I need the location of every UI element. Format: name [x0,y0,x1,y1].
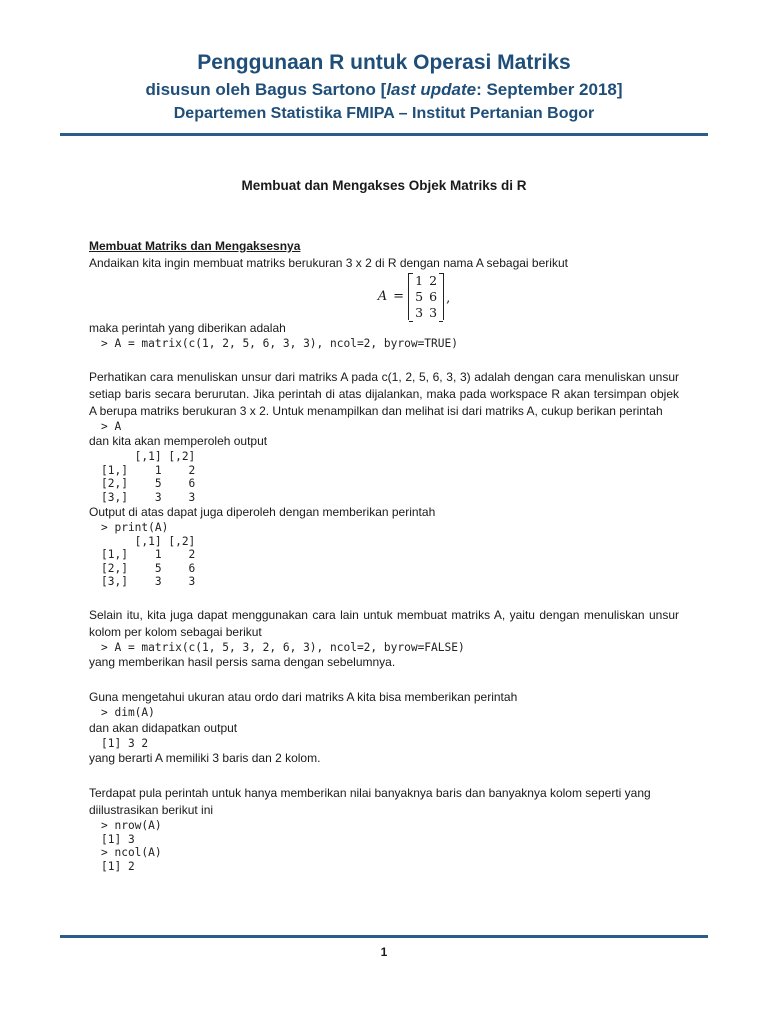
paragraph-1: Andaikan kita ingin membuat matriks berukuran 3 x 2 di R dengan nama A sebagai berikut [89,256,568,270]
author-line [0,78,768,102]
code-block-3: > print(A) [101,521,169,534]
paragraph-3: Perhatikan cara menuliskan unsur dari matriks A pada c(1, 2, 5, 6, 3, 3) adalah dengan cara menuliskan unsur setiap baris secara berurutan. Jika perintah di atas dijalankan, maka pada workspace R akan tersimpan objek A berupa matriks berukuran 3 x 2. Untuk menampilkan dan melihat isi dari matriks A, cukup berikan perintah [89,369,679,418]
paragraph-10: yang berarti A memiliki 3 baris dan 2 kolom. [89,751,321,765]
output-block-2: [,1] [,2] [1,] 1 2 [2,] 5 6 [3,] 3 3 [101,534,196,588]
matrix-cell: 3 [415,304,424,320]
footer-divider [60,935,708,938]
matrix-cell: 5 [415,288,424,304]
subheading: Membuat Matriks dan Mengaksesnya [89,239,301,253]
document-header [0,48,768,126]
matrix-cell: 1 [415,272,424,288]
page-number: 1 [380,945,388,959]
header-divider [60,133,708,136]
code-block-1: > A = matrix(c(1, 2, 5, 6, 3, 3), ncol=2, byrow=TRUE) [101,337,458,350]
paragraph-9: dan akan didapatkan output [89,720,238,735]
output-block-1: [,1] [,2] [1,] 1 2 [2,] 5 6 [3,] 3 3 [101,450,196,504]
code-block-5: > dim(A) [101,706,155,719]
matrix-cell: 6 [429,288,438,304]
paragraph-5: Output di atas dapat juga diperoleh dengan memberikan perintah [89,505,436,519]
document-title: Penggunaan R untuk Operasi Matriks [197,51,571,74]
matrix-comma: , [446,291,451,306]
equals-sign: = [393,288,405,304]
code-block-2: > A [101,419,122,433]
matrix-equation [149,272,679,320]
code-block-4: > A = matrix(c(1, 5, 3, 2, 6, 3), ncol=2, byrow=FALSE) [101,640,465,654]
document-body [89,238,679,873]
matrix-cell: 2 [429,272,438,288]
paragraph-6: Selain itu, kita juga dapat menggunakan cara lain untuk membuat matriks A, yaitu dengan menuliskan unsur kolom per kolom sebagai berikut [89,607,679,639]
author-prefix: disusun oleh Bagus Sartono [ [145,80,387,99]
code-block-6: > nrow(A) [1] 3 > ncol(A) [1] 2 [101,819,162,873]
paragraph-2: maka perintah yang diberikan adalah [89,321,286,335]
matrix-name: A [377,288,388,304]
output-block-3: [1] 3 2 [101,736,149,750]
paragraph-7: yang memberikan hasil persis sama dengan sebelumnya. [89,655,396,669]
section-title: Membuat dan Mengakses Objek Matriks di R [241,178,527,193]
department-line: Departemen Statistika FMIPA – Institut Pertanian Bogor [173,105,595,122]
paragraph-8: Guna mengetahui ukuran atau ordo dari matriks A kita bisa memberikan perintah [89,690,518,704]
paragraph-11: Terdapat pula perintah untuk hanya memberikan nilai banyaknya baris dan banyaknya kolom seperti yang diilustrasikan berikut ini [89,786,651,817]
matrix-cell: 3 [429,304,438,320]
paragraph-4: dan kita akan memperoleh output [89,434,268,448]
matrix-a [408,273,444,320]
last-update-label: last update [386,80,477,99]
update-date: : September 2018] [476,80,623,99]
